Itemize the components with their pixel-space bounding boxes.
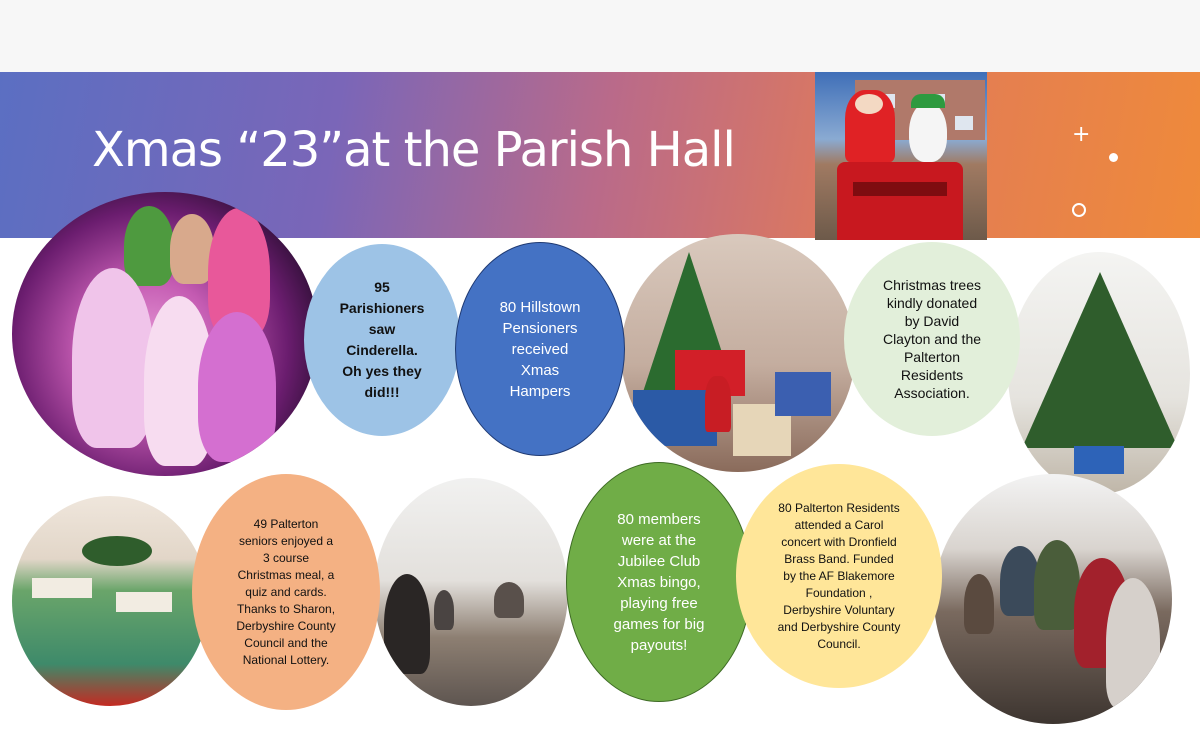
hampers-photo	[621, 234, 855, 472]
trees-bubble: Christmas trees kindly donated by David Clayton and the Palterton Residents Association.	[844, 242, 1020, 436]
meal-bubble: 49 Palterton seniors enjoyed a 3 course Christmas meal, a quiz and cards. Thanks to Sharon, Derbyshire County Council and the National Lottery.	[192, 474, 380, 710]
ring-icon	[1072, 203, 1086, 217]
carol-concert-photo	[934, 474, 1172, 724]
christmas-meal-photo	[12, 496, 208, 706]
postbox-photo	[815, 72, 987, 240]
hampers-bubble: 80 Hillstown Pensioners received Xmas Hampers	[455, 242, 625, 456]
cinderella-bubble: 95 Parishioners saw Cinderella. Oh yes they did!!!	[304, 244, 460, 436]
dot-icon	[1109, 153, 1118, 162]
plus-icon: +	[1072, 122, 1091, 147]
cinderella-photo	[12, 192, 318, 476]
bingo-bubble: 80 members were at the Jubilee Club Xmas bingo, playing free games for big payouts!	[566, 462, 752, 702]
top-bar	[0, 0, 1200, 72]
christmas-tree-photo	[1008, 252, 1190, 494]
bingo-hall-photo	[374, 478, 568, 706]
carol-concert-bubble: 80 Palterton Residents attended a Carol concert with Dronfield Brass Band. Funded by the AF Blakemore Foundation , Derbyshire Voluntary and Derbyshire County Council.	[736, 464, 942, 688]
page-title: Xmas “23”at the Parish Hall	[92, 122, 735, 178]
